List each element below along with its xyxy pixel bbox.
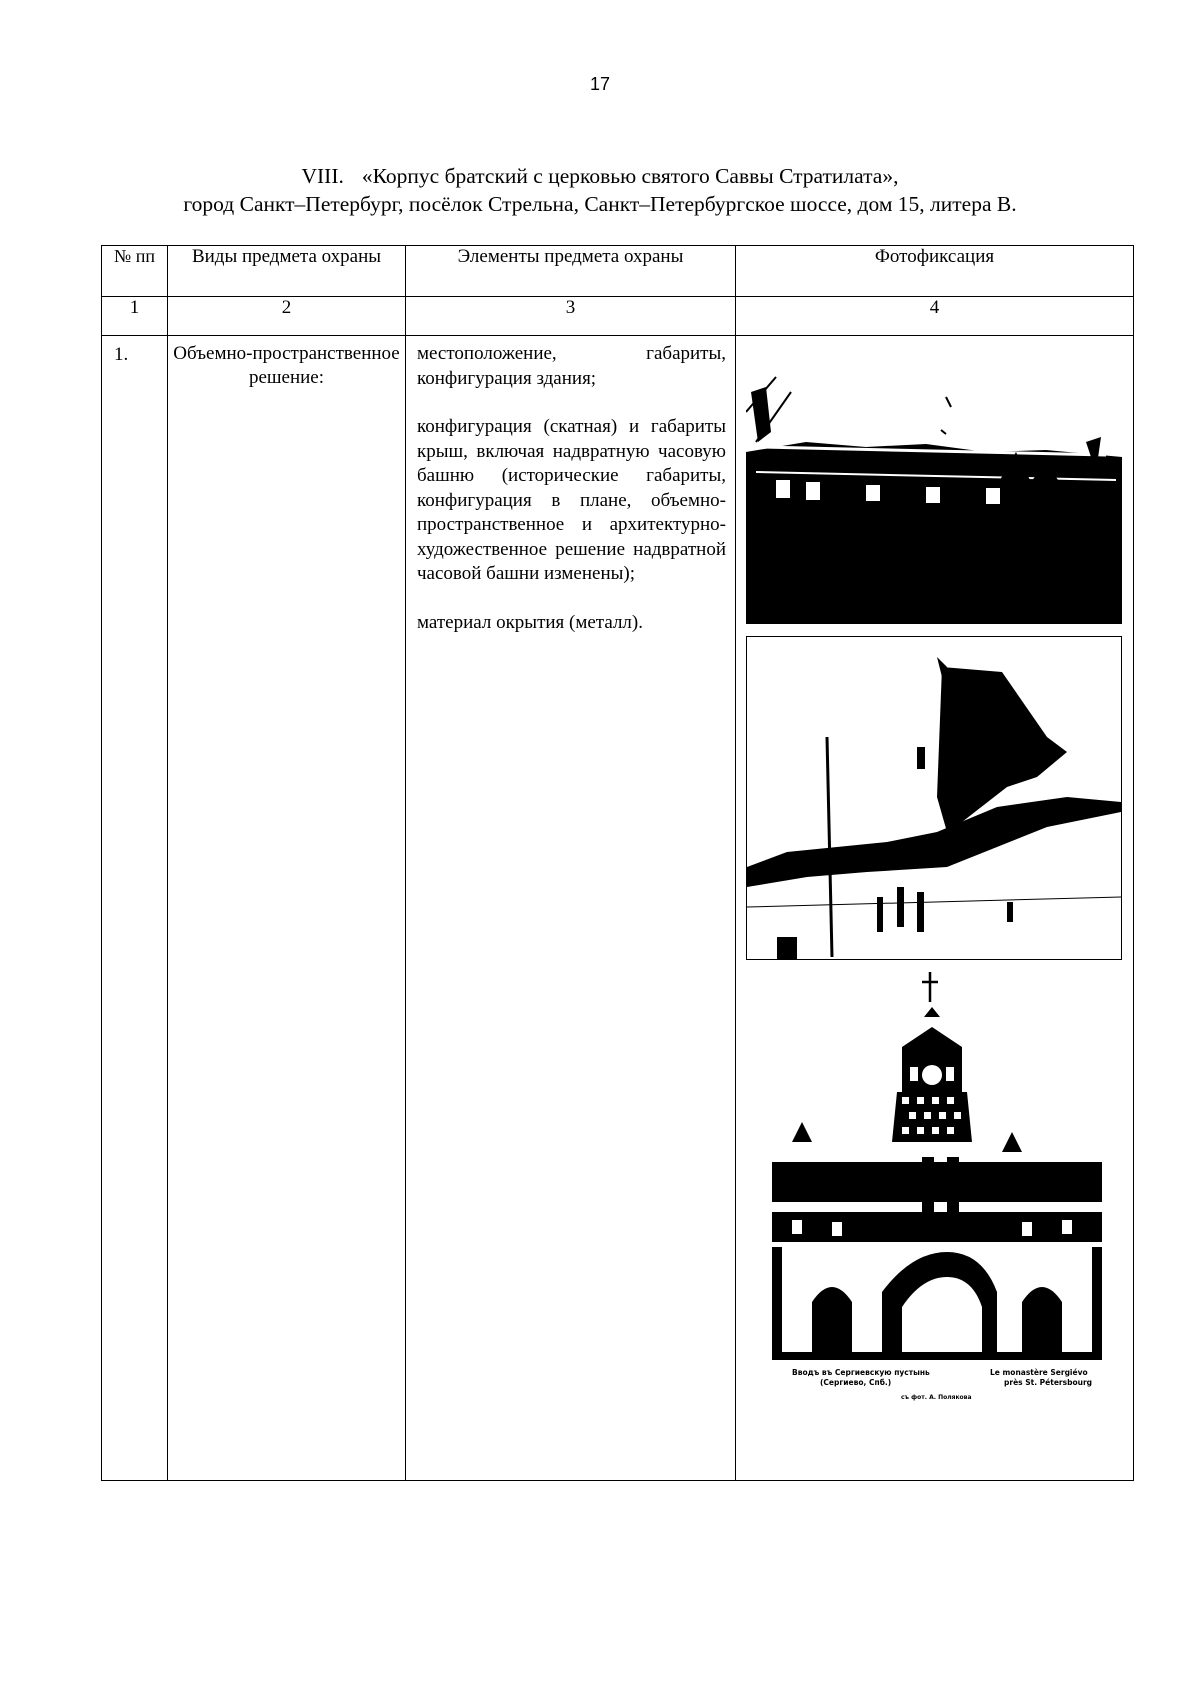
element-item: конфигурация (скатная) и габариты крыш, включая надвратную часовую башню (исторические габариты, конфигурация в плане, объемно-пространственное и архитектурно-художественное решение надвратной часовой башни изменены); (417, 416, 726, 584)
table-header-row (102, 246, 1134, 297)
column-number: 2 (168, 297, 406, 336)
facade-photo (746, 352, 1122, 624)
photo-cell (736, 336, 1134, 1481)
element-item: материал окрытия (металл). (417, 611, 643, 633)
title-line-1: «Корпус братский с церковью святого Саввы Стратилата», (361, 164, 899, 188)
title-line-2: город Санкт–Петербург, посёлок Стрельна, Санкт–Петербургское шоссе, дом 15, литера В. (183, 192, 1017, 216)
tower-roof-photo (746, 636, 1122, 960)
protection-elements (406, 336, 736, 1481)
protection-table (101, 245, 1134, 1481)
element-item: местоположение, габариты, конфигурация здания; (417, 343, 726, 389)
header-no: № пп (102, 246, 168, 297)
historic-gate-photo (772, 972, 1102, 1392)
header-elements: Элементы предмета охраны (406, 246, 736, 297)
page-number: 17 (589, 74, 611, 94)
column-number: 4 (736, 297, 1134, 336)
caption-left: Вводъ въ Сергиевскую пустынь (792, 1368, 930, 1377)
table-row (102, 336, 1134, 1481)
protection-kind: Объемно-пространственное решение: (168, 336, 406, 1481)
column-number: 3 (406, 297, 736, 336)
caption-right-sub: près St. Pétersbourg (1004, 1378, 1093, 1387)
photo-credit: съ фот. А. Полякова (901, 1394, 972, 1401)
document-title (0, 164, 1200, 189)
header-photo: Фотофиксация (736, 246, 1134, 297)
row-number: 1. (102, 336, 168, 1481)
column-number: 1 (102, 297, 168, 336)
column-number-row (102, 297, 1134, 336)
caption-right: Le monastère Sergiévo (990, 1368, 1088, 1377)
section-number: VIII. (301, 164, 344, 188)
caption-left-sub: (Сергиево, Спб.) (820, 1378, 892, 1387)
header-kind: Виды предмета охраны (168, 246, 406, 297)
